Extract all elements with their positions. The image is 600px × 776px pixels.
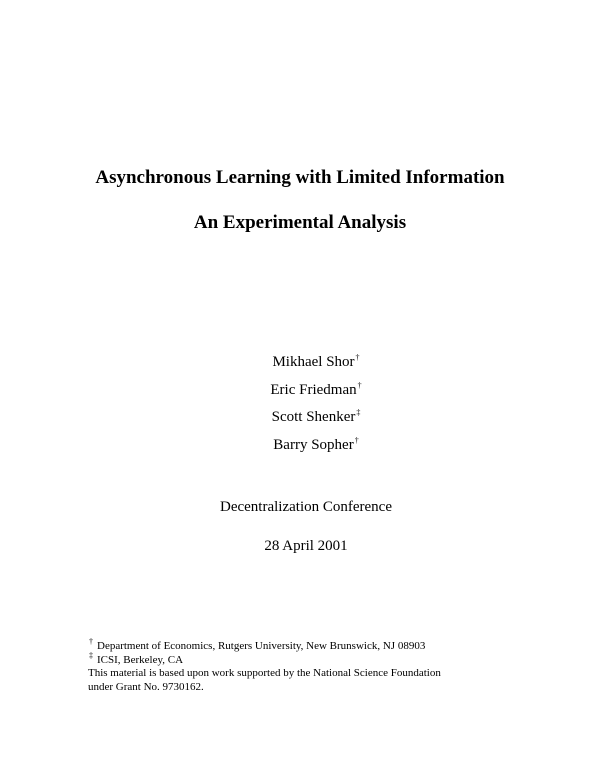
funding-note-line-1: This material is based upon work supported by the National Science Foundation [88,667,441,679]
affiliation-mark: † [355,353,360,362]
author-sopher [16,436,600,454]
author-name: Barry Sopher [273,437,354,453]
footnote-text: ICSI, Berkeley, CA [97,653,184,666]
affiliation-mark: † [357,381,362,390]
footnotes [88,637,528,694]
paper-subtitle: An Experimental Analysis [193,212,407,233]
author-shenker [16,408,600,426]
footnote-mark: ‡ [89,650,93,660]
author-name: Eric Friedman [270,382,357,398]
footnote-dagger [88,637,528,654]
conference-date: 28 April 2001 [264,538,348,554]
funding-note-line-2: under Grant No. 9730162. [88,680,204,693]
footnote-mark: † [89,637,93,647]
affiliation-mark: ‡ [356,408,361,417]
footnote-double-dagger [88,650,528,668]
conference-name: Decentralization Conference [220,499,392,515]
affiliation-mark: † [354,436,359,445]
author-name: Mikhael Shor [272,354,355,370]
author-friedman [16,381,600,399]
author-shor [16,353,600,371]
author-name: Scott Shenker [271,409,356,425]
footnote-text: Department of Economics, Rutgers University, New Brunswick, NJ 08903 [97,640,426,652]
paper-title: Asynchronous Learning with Limited Information [95,167,505,188]
